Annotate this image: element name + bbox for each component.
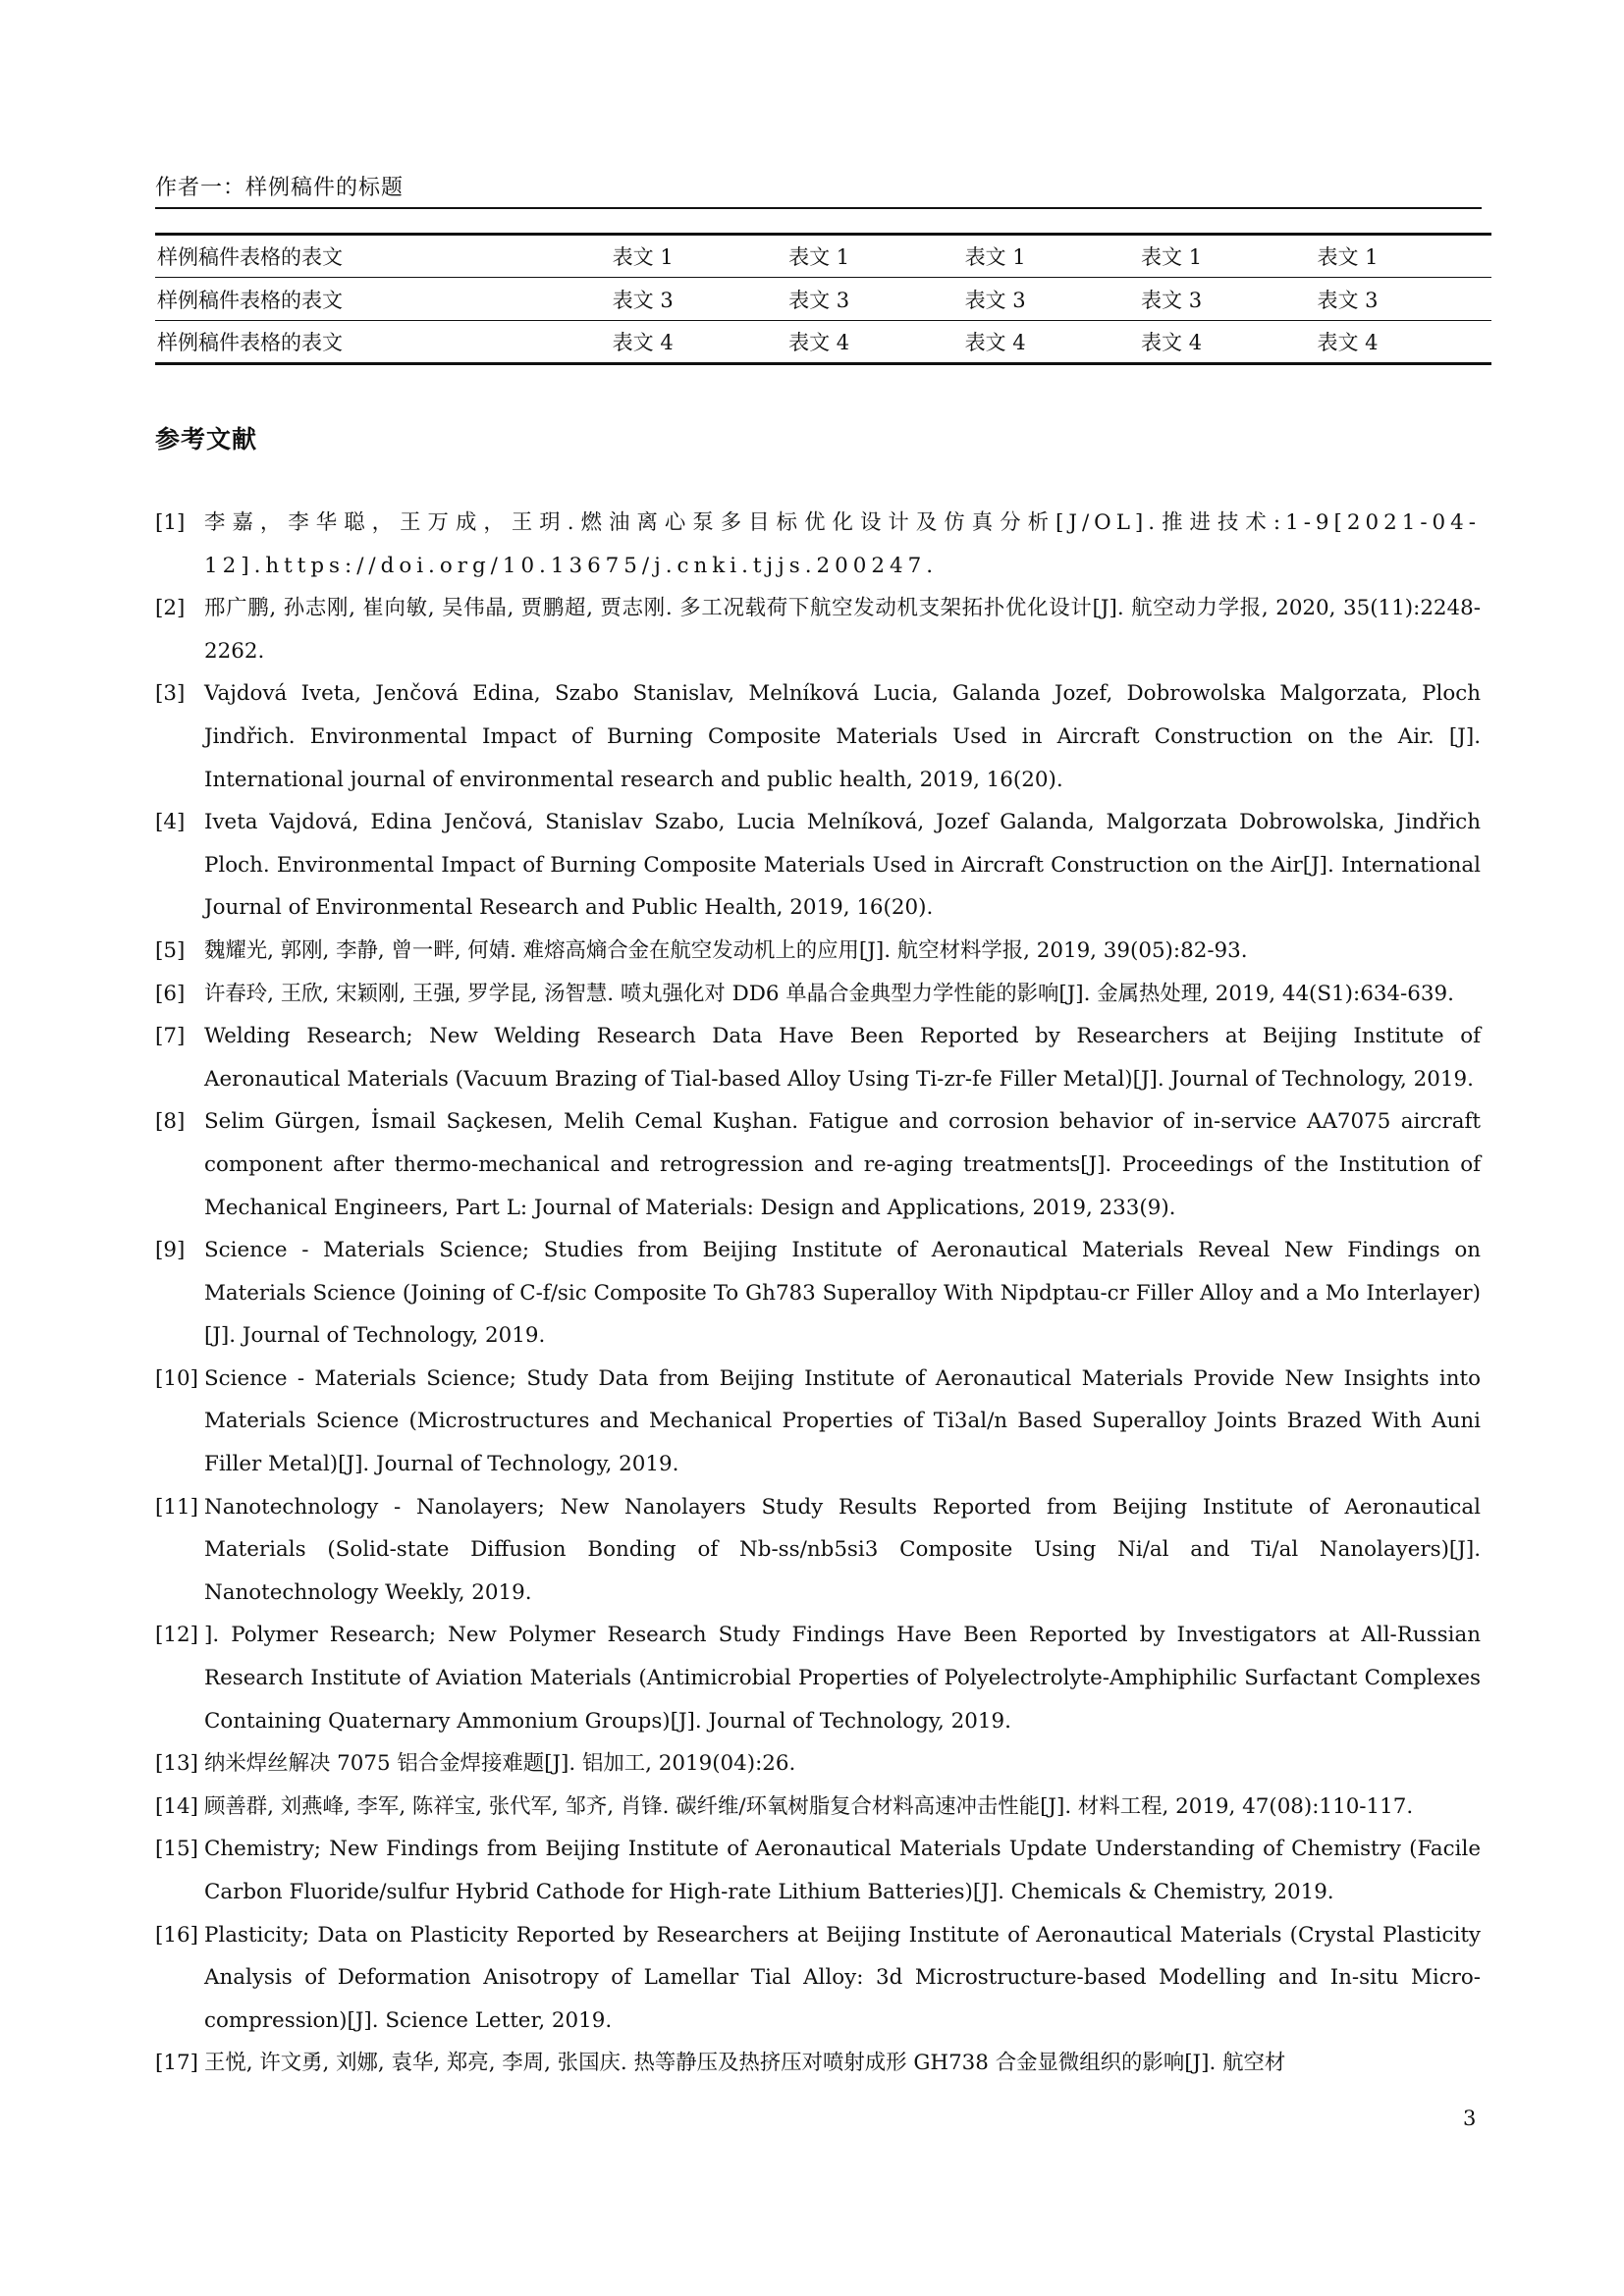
table-cell: 表文 3 — [786, 278, 962, 321]
reference-text: 魏耀光, 郭刚, 李静, 曾一畔, 何婧. 难熔高熵合金在航空发动机上的应用[J]. 航空材料学报, 2019, 39(05):82-93. — [204, 937, 1248, 963]
reference-item — [155, 1100, 1481, 1229]
reference-item — [155, 672, 1481, 801]
table-cell: 表文 1 — [611, 235, 786, 278]
table-cell: 表文 4 — [786, 321, 962, 364]
reference-item — [155, 930, 1481, 973]
table-cell: 表文 4 — [1315, 321, 1491, 364]
table-cell: 表文 3 — [1139, 278, 1315, 321]
reference-text: 许春玲, 王欣, 宋颖刚, 王强, 罗学昆, 汤智慧. 喷丸强化对 DD6 单晶合金典型力学性能的影响[J]. 金属热处理, 2019, 44(S1):634-639. — [204, 981, 1454, 1006]
reference-text: 顾善群, 刘燕峰, 李军, 陈祥宝, 张代军, 邹齐, 肖锋. 碳纤维/环氧树脂复合材料高速冲击性能[J]. 材料工程, 2019, 47(08):110-117. — [204, 1793, 1414, 1819]
reference-text: 李嘉，李华聪，王万成，王玥.燃油离心泵多目标优化设计及仿真分析[J/OL].推进技术:1-9[2021-04-12].https://doi.org/10.13675/j.cnki.tjjs.200247. — [204, 510, 1481, 578]
reference-number: [13] — [155, 1751, 198, 1777]
table-cell: 表文 3 — [611, 278, 786, 321]
reference-number: [16] — [155, 1922, 198, 1948]
table-cell: 表文 3 — [1315, 278, 1491, 321]
reference-item — [155, 1786, 1481, 1829]
reference-item — [155, 1742, 1481, 1786]
reference-number: [2] — [155, 596, 186, 621]
reference-item — [155, 1486, 1481, 1615]
reference-text: 纳米焊丝解决 7075 铝合金焊接难题[J]. 铝加工, 2019(04):26. — [204, 1751, 796, 1777]
table-row — [155, 278, 1491, 321]
reference-text: Nanotechnology - Nanolayers; New Nanolayers Study Results Reported from Beijing Institute of Aeronautical Materials (Solid-state Diffusion Bonding of Nb-ss/nb5si3 Composite Using Ni/al and Ti/al Nanolayers)[J]. Nanotechnology Weekly, 2019. — [204, 1494, 1481, 1605]
reference-number: [5] — [155, 937, 186, 963]
reference-item — [155, 1358, 1481, 1486]
reference-text: Vajdová Iveta, Jenčová Edina, Szabo Stanislav, Melníková Lucia, Galanda Jozef, Dobrowolska Malgorzata, Ploch Jindřich. Environmental Impact of Burning Composite Materials Used in Aircraft Construction on the Air. [J]. International journal of environmental research and public health, 2019, 16(20). — [204, 681, 1481, 792]
reference-text: Chemistry; New Findings from Beijing Institute of Aeronautical Materials Update Understanding of Chemistry (Facile Carbon Fluoride/sulfur Hybrid Cathode for High-rate Lithium Batteries)[J]. Chemicals & Chemistry, 2019. — [204, 1837, 1481, 1904]
reference-text: Plasticity; Data on Plasticity Reported by Researchers at Beijing Institute of Aeronautical Materials (Crystal Plasticity Analysis of Deformation Anisotropy of Lamellar Tial Alloy: 3d Microstructure-based Modelling and In-situ Micro-compression)[J]. Science Letter, 2019. — [204, 1922, 1481, 2033]
reference-item — [155, 2042, 1481, 2085]
reference-item — [155, 1914, 1481, 2043]
table-cell: 表文 1 — [963, 235, 1139, 278]
table-cell: 表文 3 — [963, 278, 1139, 321]
reference-number: [11] — [155, 1494, 198, 1520]
reference-number: [3] — [155, 681, 186, 707]
reference-text: Science - Materials Science; Study Data from Beijing Institute of Aeronautical Materials Provide New Insights into Materials Science (Microstructures and Mechanical Properties of Ti3al/n Based Superalloy Joints Brazed With Auni Filler Metal)[J]. Journal of Technology, 2019. — [204, 1365, 1481, 1477]
reference-text: ]. Polymer Research; New Polymer Research Study Findings Have Been Reported by Investigators at All-Russian Research Institute of Aviation Materials (Antimicrobial Properties of Polyelectrolyte-Amphiphilic Surfactant Complexes Containing Quaternary Ammonium Groups)[J]. Journal of Technology, 2019. — [204, 1623, 1481, 1734]
reference-item — [155, 1828, 1481, 1913]
reference-text: Welding Research; New Welding Research Data Have Been Reported by Researchers at Beijing Institute of Aeronautical Materials (Vacuum Brazing of Tial-based Alloy Using Ti-zr-fe Filler Metal)[J]. Journal of Technology, 2019. — [204, 1024, 1481, 1092]
table-row — [155, 321, 1491, 364]
table-cell: 表文 4 — [1139, 321, 1315, 364]
table-cell: 表文 1 — [1315, 235, 1491, 278]
page-number: 3 — [1463, 2107, 1477, 2130]
table-cell: 样例稿件表格的表文 — [155, 278, 611, 321]
reference-item — [155, 1229, 1481, 1358]
header-rule — [155, 207, 1482, 209]
reference-number: [17] — [155, 2051, 198, 2076]
table-cell: 样例稿件表格的表文 — [155, 235, 611, 278]
reference-item — [155, 1614, 1481, 1742]
table-cell: 表文 4 — [611, 321, 786, 364]
running-header: 作者一：样例稿件的标题 — [155, 176, 405, 200]
reference-number: [4] — [155, 810, 186, 835]
sample-table — [155, 233, 1491, 365]
reference-number: [6] — [155, 981, 186, 1006]
table-cell: 表文 1 — [1139, 235, 1315, 278]
reference-item — [155, 801, 1481, 930]
reference-number: [8] — [155, 1109, 186, 1135]
reference-text: Iveta Vajdová, Edina Jenčová, Stanislav Szabo, Lucia Melníková, Jozef Galanda, Malgorzata Dobrowolska, Jindřich Ploch. Environmental Impact of Burning Composite Materials Used in Aircraft Construction on the Air[J]. International Journal of Environmental Research and Public Health, 2019, 16(20). — [204, 810, 1481, 921]
table-cell: 表文 1 — [786, 235, 962, 278]
table-cell: 表文 4 — [963, 321, 1139, 364]
references-heading: 参考文献 — [155, 425, 258, 454]
reference-item — [155, 973, 1481, 1016]
reference-text: Science - Materials Science; Studies from Beijing Institute of Aeronautical Materials Reveal New Findings on Materials Science (Joining of C-f/sic Composite To Gh783 Superalloy With Nipdptau-cr Filler Alloy and a Mo Interlayer)[J]. Journal of Technology, 2019. — [204, 1238, 1481, 1349]
reference-number: [12] — [155, 1623, 198, 1648]
reference-item — [155, 502, 1481, 587]
table-row — [155, 235, 1491, 278]
reference-number: [9] — [155, 1238, 186, 1263]
reference-number: [7] — [155, 1024, 186, 1049]
reference-text: Selim Gürgen, İsmail Saçkesen, Melih Cemal Kuşhan. Fatigue and corrosion behavior of in-service AA7075 aircraft component after thermo-mechanical and retrogression and re-aging treatments[J]. Proceedings of the Institution of Mechanical Engineers, Part L: Journal of Materials: Design and Applications, 2019, 233(9). — [204, 1109, 1481, 1220]
reference-item — [155, 1015, 1481, 1100]
reference-text: 王悦, 许文勇, 刘娜, 袁华, 郑亮, 李周, 张国庆. 热等静压及热挤压对喷射成形 GH738 合金显微组织的影响[J]. 航空材 — [204, 2051, 1286, 2076]
reference-number: [10] — [155, 1365, 198, 1391]
reference-number: [15] — [155, 1837, 198, 1862]
reference-item — [155, 587, 1481, 672]
table-cell: 样例稿件表格的表文 — [155, 321, 611, 364]
reference-number: [1] — [155, 510, 186, 535]
reference-text: 邢广鹏, 孙志刚, 崔向敏, 吴伟晶, 贾鹏超, 贾志刚. 多工况载荷下航空发动机支架拓扑优化设计[J]. 航空动力学报, 2020, 35(11):2248-2262. — [204, 596, 1481, 664]
reference-number: [14] — [155, 1793, 198, 1819]
reference-list — [155, 502, 1481, 2085]
